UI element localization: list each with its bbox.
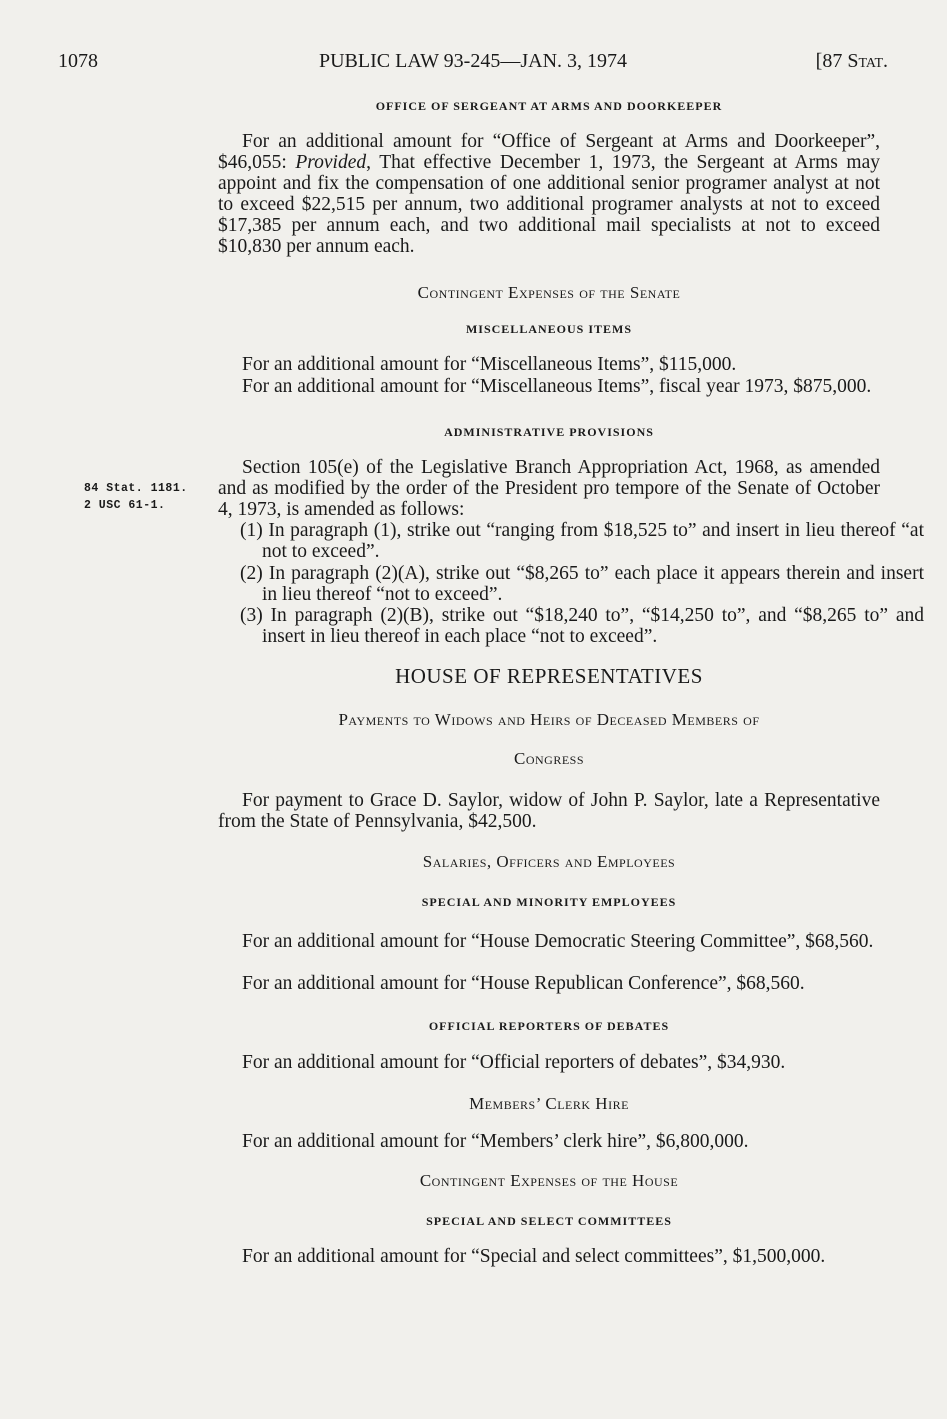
section-heading-select-committees: SPECIAL AND SELECT COMMITTEES (426, 1214, 672, 1228)
section-heading-sergeant: OFFICE OF SERGEANT AT ARMS AND DOORKEEPER (375, 99, 723, 113)
page-number: 1078 (58, 50, 98, 72)
reporters-paragraph: For an additional amount for “Official reporters of debates”, $34,930. (242, 1052, 786, 1073)
section-heading-admin: ADMINISTRATIVE PROVISIONS (444, 425, 654, 439)
section-heading-congress: Congress (513, 749, 585, 768)
statute-reference: [87 Stat. (815, 50, 888, 72)
section-heading-clerk-hire: Members’ Clerk Hire (469, 1094, 629, 1113)
page-header (58, 50, 888, 80)
admin-item-2: (2) In paragraph (2)(A), strike out “$8,265 to” each place it appears therein and insert in lieu thereof “not to exceed”. (240, 563, 924, 605)
provided-term: Provided (295, 152, 367, 173)
misc-paragraph-2: For an additional amount for “Miscellaneous Items”, fiscal year 1973, $875,000. (242, 376, 872, 397)
sergeant-paragraph-part: For an additional amount for “Office of Sergeant at Arms and Doorkeeper”, $46,055: (218, 131, 880, 173)
page-title: PUBLIC LAW 93-245—JAN. 3, 1974 (318, 50, 628, 72)
admin-item-3: (3) In paragraph (2)(B), strike out “$18,240 to”, “$14,250 to”, and “$8,265 to” and insert in lieu thereof in each place “not to exceed”. (240, 605, 924, 647)
margin-citation-line: 84 Stat. 1181. (84, 482, 188, 495)
section-heading-house: HOUSE OF REPRESENTATIVES (395, 664, 703, 688)
section-heading-misc: MISCELLANEOUS ITEMS (465, 322, 633, 336)
special-paragraph-2: For an additional amount for “House Republican Conference”, $68,560. (242, 973, 805, 994)
section-heading-salaries: Salaries, Officers and Employees (422, 852, 676, 871)
margin-citation-line: 2 USC 61-1. (84, 499, 166, 512)
special-paragraph-1: For an additional amount for “House Democratic Steering Committee”, $68,560. (242, 931, 874, 952)
clerk-hire-paragraph: For an additional amount for “Members’ clerk hire”, $6,800,000. (242, 1131, 749, 1152)
admin-paragraph: Section 105(e) of the Legislative Branch Appropriation Act, 1968, as amended and as modified by the order of the President pro tempore of the Senate of October 4, 1973, is amended as follows: (218, 457, 880, 520)
select-committees-paragraph: For an additional amount for “Special and select committees”, $1,500,000. (242, 1246, 826, 1267)
margin-citation (84, 480, 188, 514)
sergeant-paragraph (218, 131, 880, 257)
section-heading-reporters: OFFICIAL REPORTERS OF DEBATES (428, 1019, 670, 1033)
admin-item-1: (1) In paragraph (1), strike out “ranging from $18,525 to” and insert in lieu thereof “at not to exceed”. (240, 520, 924, 562)
payments-paragraph: For payment to Grace D. Saylor, widow of John P. Saylor, late a Representative from the State of Pennsylvania, $42,500. (218, 790, 880, 832)
section-heading-contingent-senate: Contingent Expenses of the Senate (417, 283, 681, 302)
section-heading-payments: Payments to Widows and Heirs of Deceased Members of (338, 710, 760, 729)
misc-paragraph-1: For an additional amount for “Miscellaneous Items”, $115,000. (242, 354, 737, 375)
section-heading-contingent-house: Contingent Expenses of the House (419, 1171, 679, 1190)
sergeant-paragraph-part: , That effective December 1, 1973, the Sergeant at Arms may appoint and fix the compensation of one additional senior programer analyst at not to exceed $22,515 per annum, two additional programer analysts at not to exceed $17,385 per annum each, and two additional mail specialists at not to exceed $10,830 per annum each. (218, 152, 880, 257)
section-heading-special-minority: SPECIAL AND MINORITY EMPLOYEES (421, 895, 677, 909)
